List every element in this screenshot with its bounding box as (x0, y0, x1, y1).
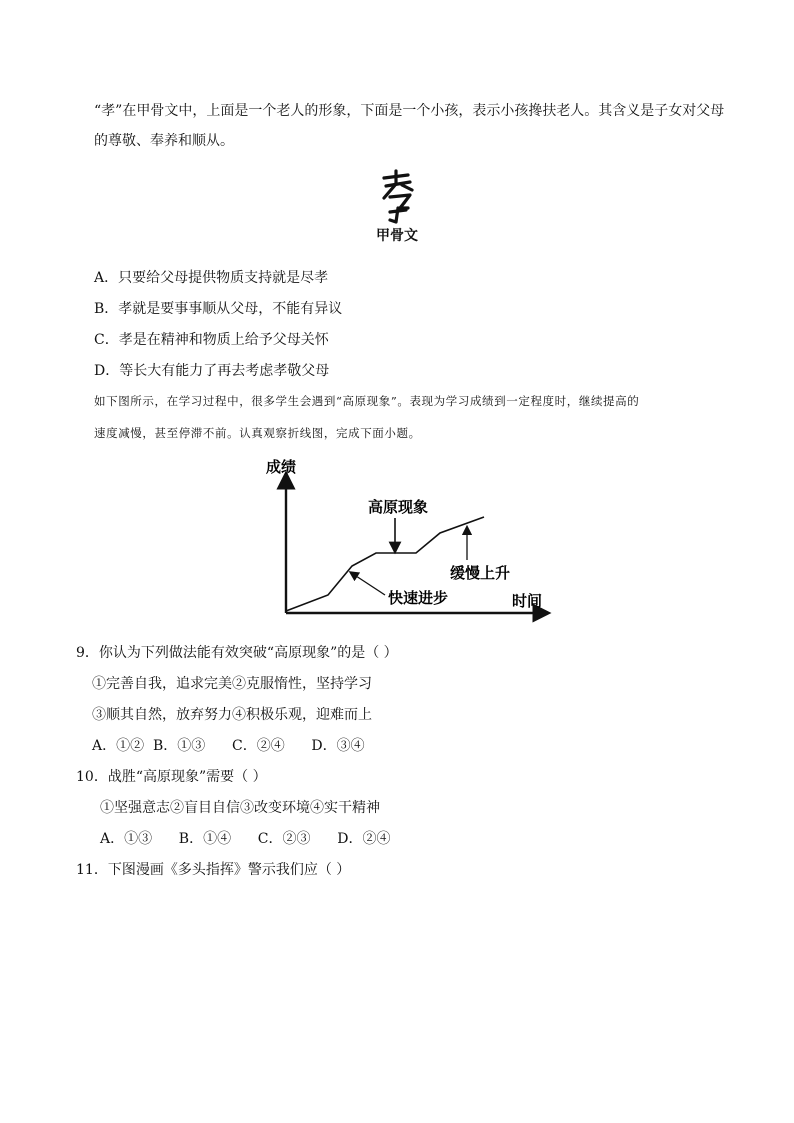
q9-stem: 9．你认为下列做法能有效突破“高原现象”的是（ ） (76, 645, 398, 661)
option-b: B．孝就是要事事顺从父母，不能有异议 (94, 301, 343, 317)
x-axis-label: 时间 (512, 592, 543, 610)
option-a: A．只要给父母提供物质支持就是尽孝 (94, 270, 329, 286)
q11-stem: 11．下图漫画《多头指挥》警示我们应（ ） (76, 862, 351, 878)
y-axis-label: 成绩 (266, 458, 297, 476)
q9-choices-line-2: ③顺其自然，放弃努力④积极乐观，迎难而上 (92, 707, 372, 723)
annotation-plateau: 高原现象 (368, 498, 429, 516)
q10-options: A．①③ B．①④ C．②③ D．②④ (100, 831, 391, 847)
q10-stem: 10．战胜“高原现象”需要（ ） (76, 769, 267, 785)
plateau-intro-line-1: 如下图所示，在学习过程中，很多学生会遇到“高原现象”。表现为学习成绩到一定程度时，继续提高的 (94, 394, 640, 408)
option-d: D．等长大有能力了再去考虑孝敬父母 (94, 363, 330, 379)
oracle-caption: 甲骨文 (376, 228, 418, 244)
fast-progress-arrow (353, 574, 385, 595)
q10-choices-line-1: ①坚强意志②盲目自信③改变环境④实干精神 (100, 800, 380, 816)
annotation-fast-progress: 快速进步 (388, 589, 449, 607)
intro-line-1: “孝”在甲骨文中，上面是一个老人的形象，下面是一个小孩，表示小孩搀扶老人。其含义是子女对父母 (94, 103, 725, 119)
oracle-bone-xiao-glyph-icon (376, 168, 420, 226)
annotation-slow-rise: 缓慢上升 (450, 564, 511, 582)
plateau-chart (250, 450, 560, 625)
q9-options: A．①② B．①③ C．②④ D．③④ (92, 738, 365, 754)
intro-line-2: 的尊敬、奉养和顺从。 (94, 133, 234, 149)
q9-choices-line-1: ①完善自我，追求完美②克服惰性，坚持学习 (92, 676, 372, 692)
plateau-intro-line-2: 速度减慢，甚至停滞不前。认真观察折线图，完成下面小题。 (94, 426, 421, 440)
option-c: C．孝是在精神和物质上给予父母关怀 (94, 332, 329, 348)
